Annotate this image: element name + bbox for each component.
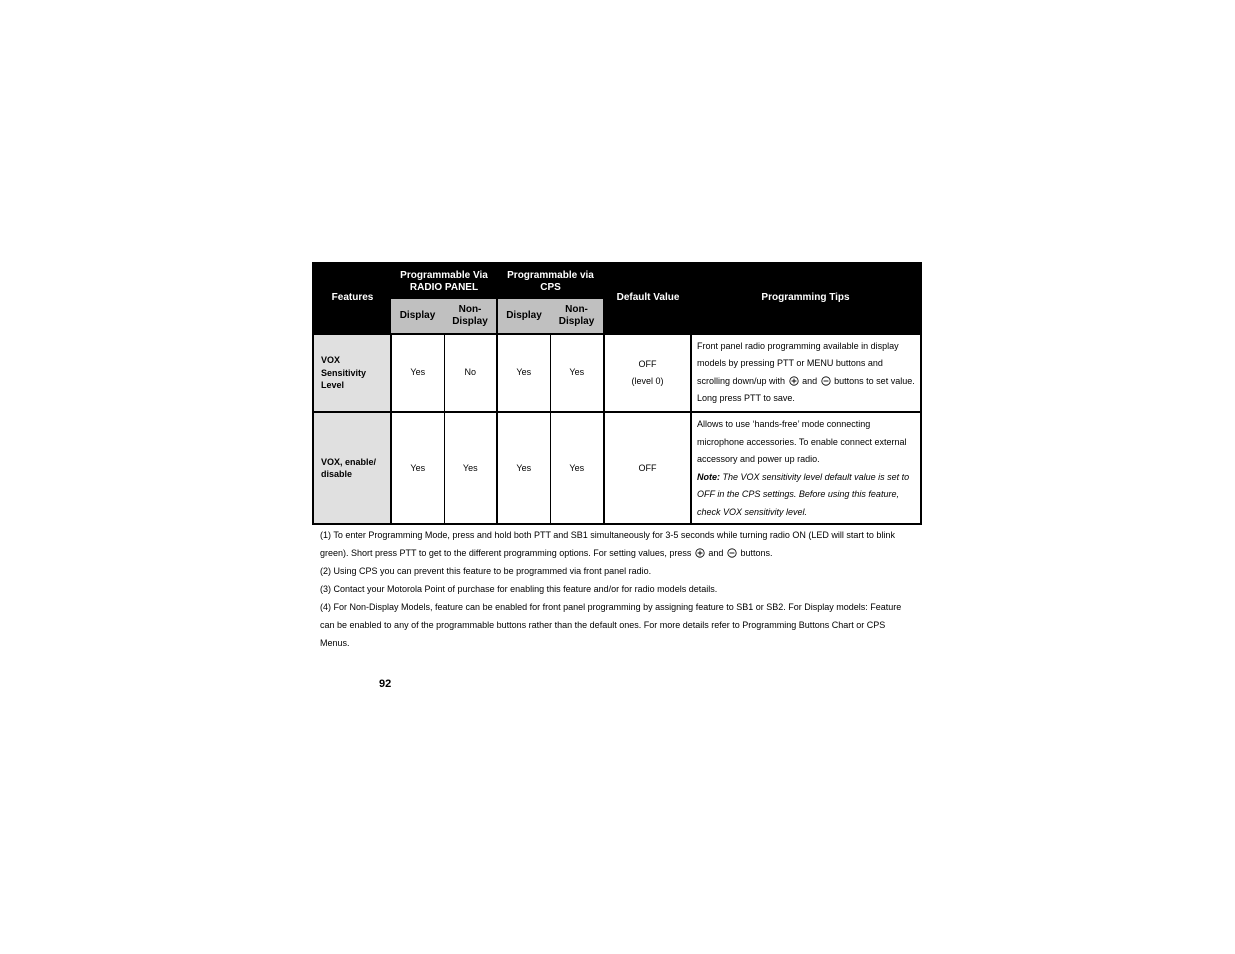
- footnote-1-part2: buttons.: [740, 548, 773, 558]
- footnote-2: (2) Using CPS you can prevent this feature to be programmed via front panel radio.: [320, 566, 652, 576]
- radio-non-display-value: Yes: [444, 412, 497, 524]
- table-row: [313, 412, 921, 524]
- footnote-1: [320, 526, 916, 562]
- programming-features-table: [312, 262, 922, 525]
- header-cps: Programmable via CPS: [497, 263, 604, 299]
- subheader-radio-non-display: Non-Display: [444, 299, 497, 333]
- plus-button-icon: [789, 376, 799, 386]
- tip-text-part1: Front panel radio programming available in display models by pressing PTT or MENU buttons and scrolling down/up with: [697, 340, 899, 386]
- programming-tip: [691, 334, 921, 413]
- header-programming-tips: Programming Tips: [691, 263, 921, 334]
- note-text: The VOX sensitivity level default value is set to OFF in the CPS settings. Before using this feature, check VOX sensitivity level.: [697, 471, 910, 517]
- header-features: Features: [313, 263, 391, 334]
- default-value: [604, 334, 691, 413]
- default-value: OFF: [604, 412, 691, 524]
- default-value-line2: (level 0): [631, 375, 664, 386]
- subheader-cps-non-display: Non-Display: [550, 299, 604, 333]
- plus-button-icon: [695, 548, 705, 558]
- radio-display-value: Yes: [391, 334, 444, 413]
- programming-tip: [691, 412, 921, 524]
- footnote-3: (3) Contact your Motorola Point of purchase for enabling this feature and/or for radio models details.: [320, 584, 718, 594]
- cps-non-display-value: Yes: [550, 334, 604, 413]
- tip-text: Allows to use ‘hands-free’ mode connecting microphone accessories. To enable connect external accessory and power up radio.: [697, 419, 907, 465]
- radio-non-display-value: No: [444, 334, 497, 413]
- header-radio-panel: Programmable Via RADIO PANEL: [391, 263, 497, 299]
- page-number: 92: [379, 678, 392, 690]
- footnote-1-part1: (1) To enter Programming Mode, press and hold both PTT and SB1 simultaneously for 3-5 seconds while turning radio ON (LED will start to blink green). Short press PTT to get to the different programming options. For setting values, press: [320, 530, 895, 558]
- subheader-cps-display: Display: [497, 299, 550, 333]
- feature-name: VOX Sensitivity Level: [313, 334, 391, 413]
- footnote-4: (4) For Non-Display Models, feature can be enabled for front panel programming by assigning feature to SB1 or SB2. For Display models: Feature can be enabled to any of the programmable buttons rather than the default ones. For more details refer to Programming Buttons Chart or CPS Menus.: [320, 602, 902, 648]
- minus-button-icon: [727, 548, 737, 558]
- footnotes: [320, 526, 916, 652]
- minus-button-icon: [821, 376, 831, 386]
- footnote-1-and: and: [708, 548, 724, 558]
- default-value-line1: OFF: [638, 358, 657, 369]
- note-label: Note:: [697, 471, 721, 482]
- radio-display-value: Yes: [391, 412, 444, 524]
- cps-display-value: Yes: [497, 334, 550, 413]
- tip-note: [697, 469, 916, 522]
- feature-name: VOX, enable/ disable: [313, 412, 391, 524]
- tip-text-part2: buttons to set value. Long press PTT to save.: [697, 375, 915, 404]
- cps-non-display-value: Yes: [550, 412, 604, 524]
- header-default-value: Default Value: [604, 263, 691, 334]
- tip-text-and: and: [802, 375, 818, 386]
- table-row: [313, 334, 921, 413]
- cps-display-value: Yes: [497, 412, 550, 524]
- subheader-radio-display: Display: [391, 299, 444, 333]
